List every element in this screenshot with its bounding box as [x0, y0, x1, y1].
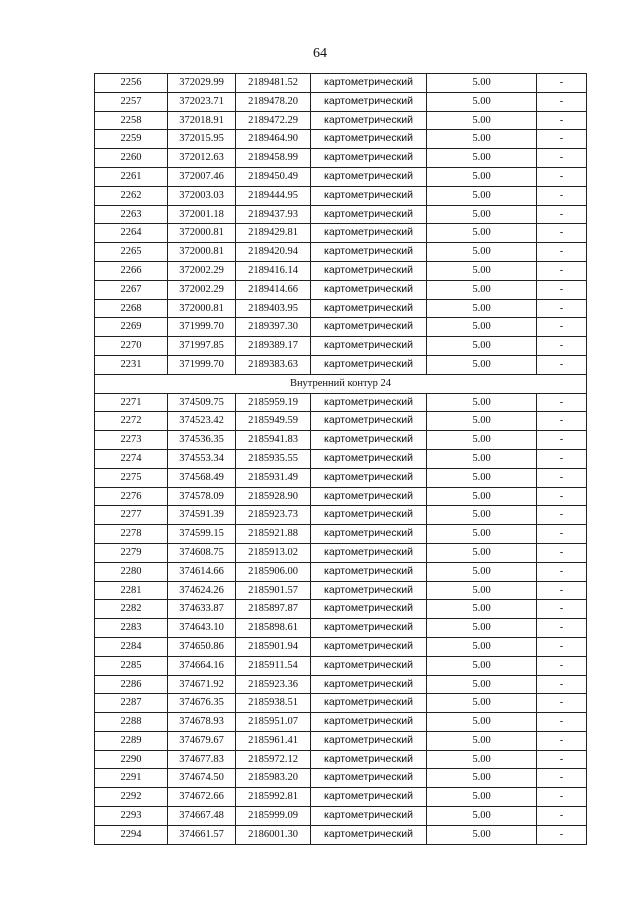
table-row [95, 337, 587, 356]
point-number-cell: 2257 [95, 92, 168, 111]
method-cell: картометрический [311, 337, 427, 356]
point-number-cell: 2290 [95, 750, 168, 769]
description-cell: - [537, 788, 587, 807]
point-number-cell: 2294 [95, 825, 168, 844]
method-cell: картометрический [311, 487, 427, 506]
description-cell: - [537, 111, 587, 130]
error-cell: 5.00 [427, 186, 537, 205]
y-coordinate-cell: 2185897.87 [236, 600, 311, 619]
x-coordinate-cell: 374676.35 [168, 694, 236, 713]
method-cell: картометрический [311, 355, 427, 374]
x-coordinate-cell: 372003.03 [168, 186, 236, 205]
error-cell: 5.00 [427, 807, 537, 826]
y-coordinate-cell: 2189472.29 [236, 111, 311, 130]
method-cell: картометрический [311, 750, 427, 769]
point-number-cell: 2285 [95, 656, 168, 675]
y-coordinate-cell: 2185911.54 [236, 656, 311, 675]
description-cell: - [537, 807, 587, 826]
x-coordinate-cell: 372015.95 [168, 130, 236, 149]
page-number: 64 [313, 46, 327, 61]
point-number-cell: 2278 [95, 525, 168, 544]
point-number-cell: 2276 [95, 487, 168, 506]
method-cell: картометрический [311, 74, 427, 93]
y-coordinate-cell: 2185921.88 [236, 525, 311, 544]
error-cell: 5.00 [427, 205, 537, 224]
y-coordinate-cell: 2189389.17 [236, 337, 311, 356]
table-row [95, 506, 587, 525]
description-cell: - [537, 562, 587, 581]
y-coordinate-cell: 2189403.95 [236, 299, 311, 318]
point-number-cell: 2261 [95, 167, 168, 186]
point-number-cell: 2268 [95, 299, 168, 318]
description-cell: - [537, 543, 587, 562]
y-coordinate-cell: 2185923.73 [236, 506, 311, 525]
table-row [95, 807, 587, 826]
method-cell: картометрический [311, 149, 427, 168]
section-title: Внутренний контур 24 [95, 374, 587, 393]
point-number-cell: 2292 [95, 788, 168, 807]
method-cell: картометрический [311, 807, 427, 826]
method-cell: картометрический [311, 562, 427, 581]
y-coordinate-cell: 2189437.93 [236, 205, 311, 224]
point-number-cell: 2266 [95, 261, 168, 280]
error-cell: 5.00 [427, 111, 537, 130]
x-coordinate-cell: 374677.83 [168, 750, 236, 769]
y-coordinate-cell: 2189414.66 [236, 280, 311, 299]
section-row [95, 374, 587, 393]
error-cell: 5.00 [427, 637, 537, 656]
y-coordinate-cell: 2185961.41 [236, 731, 311, 750]
error-cell: 5.00 [427, 92, 537, 111]
x-coordinate-cell: 374650.86 [168, 637, 236, 656]
description-cell: - [537, 412, 587, 431]
error-cell: 5.00 [427, 600, 537, 619]
description-cell: - [537, 224, 587, 243]
error-cell: 5.00 [427, 431, 537, 450]
error-cell: 5.00 [427, 318, 537, 337]
method-cell: картометрический [311, 299, 427, 318]
y-coordinate-cell: 2189383.63 [236, 355, 311, 374]
error-cell: 5.00 [427, 337, 537, 356]
method-cell: картометрический [311, 581, 427, 600]
method-cell: картометрический [311, 111, 427, 130]
y-coordinate-cell: 2189481.52 [236, 74, 311, 93]
description-cell: - [537, 431, 587, 450]
y-coordinate-cell: 2189458.99 [236, 149, 311, 168]
table-row [95, 167, 587, 186]
table-row [95, 92, 587, 111]
x-coordinate-cell: 374672.66 [168, 788, 236, 807]
y-coordinate-cell: 2185999.09 [236, 807, 311, 826]
coordinates-table [94, 73, 587, 845]
method-cell: картометрический [311, 825, 427, 844]
point-number-cell: 2269 [95, 318, 168, 337]
x-coordinate-cell: 374667.48 [168, 807, 236, 826]
description-cell: - [537, 581, 587, 600]
x-coordinate-cell: 374523.42 [168, 412, 236, 431]
method-cell: картометрический [311, 506, 427, 525]
x-coordinate-cell: 374679.67 [168, 731, 236, 750]
description-cell: - [537, 393, 587, 412]
x-coordinate-cell: 374614.66 [168, 562, 236, 581]
y-coordinate-cell: 2185923.36 [236, 675, 311, 694]
y-coordinate-cell: 2185983.20 [236, 769, 311, 788]
description-cell: - [537, 167, 587, 186]
x-coordinate-cell: 374633.87 [168, 600, 236, 619]
error-cell: 5.00 [427, 619, 537, 638]
point-number-cell: 2291 [95, 769, 168, 788]
description-cell: - [537, 487, 587, 506]
y-coordinate-cell: 2186001.30 [236, 825, 311, 844]
x-coordinate-cell: 374678.93 [168, 713, 236, 732]
table-row [95, 788, 587, 807]
point-number-cell: 2277 [95, 506, 168, 525]
error-cell: 5.00 [427, 769, 537, 788]
table-row [95, 130, 587, 149]
point-number-cell: 2284 [95, 637, 168, 656]
table-row [95, 713, 587, 732]
description-cell: - [537, 92, 587, 111]
x-coordinate-cell: 372000.81 [168, 299, 236, 318]
table-row [95, 637, 587, 656]
error-cell: 5.00 [427, 656, 537, 675]
x-coordinate-cell: 371997.85 [168, 337, 236, 356]
x-coordinate-cell: 374671.92 [168, 675, 236, 694]
error-cell: 5.00 [427, 731, 537, 750]
point-number-cell: 2271 [95, 393, 168, 412]
point-number-cell: 2279 [95, 543, 168, 562]
method-cell: картометрический [311, 525, 427, 544]
error-cell: 5.00 [427, 130, 537, 149]
description-cell: - [537, 713, 587, 732]
method-cell: картометрический [311, 261, 427, 280]
table-row [95, 619, 587, 638]
description-cell: - [537, 694, 587, 713]
error-cell: 5.00 [427, 449, 537, 468]
method-cell: картометрический [311, 449, 427, 468]
method-cell: картометрический [311, 186, 427, 205]
table-row [95, 205, 587, 224]
point-number-cell: 2282 [95, 600, 168, 619]
point-number-cell: 2280 [95, 562, 168, 581]
table-row [95, 543, 587, 562]
method-cell: картометрический [311, 713, 427, 732]
method-cell: картометрический [311, 675, 427, 694]
x-coordinate-cell: 372029.99 [168, 74, 236, 93]
x-coordinate-cell: 372012.63 [168, 149, 236, 168]
error-cell: 5.00 [427, 393, 537, 412]
table-row [95, 449, 587, 468]
description-cell: - [537, 525, 587, 544]
point-number-cell: 2288 [95, 713, 168, 732]
y-coordinate-cell: 2189444.95 [236, 186, 311, 205]
y-coordinate-cell: 2185906.00 [236, 562, 311, 581]
y-coordinate-cell: 2189464.90 [236, 130, 311, 149]
table-row [95, 318, 587, 337]
point-number-cell: 2272 [95, 412, 168, 431]
y-coordinate-cell: 2189450.49 [236, 167, 311, 186]
table-row [95, 468, 587, 487]
method-cell: картометрический [311, 280, 427, 299]
table-row [95, 149, 587, 168]
x-coordinate-cell: 372000.81 [168, 243, 236, 262]
point-number-cell: 2289 [95, 731, 168, 750]
point-number-cell: 2258 [95, 111, 168, 130]
x-coordinate-cell: 371999.70 [168, 318, 236, 337]
point-number-cell: 2262 [95, 186, 168, 205]
y-coordinate-cell: 2185935.55 [236, 449, 311, 468]
y-coordinate-cell: 2189478.20 [236, 92, 311, 111]
error-cell: 5.00 [427, 581, 537, 600]
section-header-body [95, 374, 587, 393]
method-cell: картометрический [311, 619, 427, 638]
method-cell: картометрический [311, 431, 427, 450]
description-cell: - [537, 675, 587, 694]
table-row [95, 224, 587, 243]
table-row [95, 412, 587, 431]
x-coordinate-cell: 372023.71 [168, 92, 236, 111]
table-row [95, 600, 587, 619]
y-coordinate-cell: 2185972.12 [236, 750, 311, 769]
table-row [95, 261, 587, 280]
y-coordinate-cell: 2185938.51 [236, 694, 311, 713]
description-cell: - [537, 750, 587, 769]
error-cell: 5.00 [427, 280, 537, 299]
y-coordinate-cell: 2185959.19 [236, 393, 311, 412]
y-coordinate-cell: 2189429.81 [236, 224, 311, 243]
error-cell: 5.00 [427, 468, 537, 487]
method-cell: картометрический [311, 694, 427, 713]
description-cell: - [537, 186, 587, 205]
x-coordinate-cell: 374591.39 [168, 506, 236, 525]
error-cell: 5.00 [427, 299, 537, 318]
table-row [95, 393, 587, 412]
description-cell: - [537, 656, 587, 675]
description-cell: - [537, 261, 587, 280]
method-cell: картометрический [311, 637, 427, 656]
y-coordinate-cell: 2185931.49 [236, 468, 311, 487]
description-cell: - [537, 74, 587, 93]
description-cell: - [537, 637, 587, 656]
table-row [95, 487, 587, 506]
x-coordinate-cell: 372007.46 [168, 167, 236, 186]
error-cell: 5.00 [427, 487, 537, 506]
description-cell: - [537, 506, 587, 525]
error-cell: 5.00 [427, 355, 537, 374]
point-number-cell: 2273 [95, 431, 168, 450]
description-cell: - [537, 149, 587, 168]
point-number-cell: 2256 [95, 74, 168, 93]
point-number-cell: 2275 [95, 468, 168, 487]
x-coordinate-cell: 374664.16 [168, 656, 236, 675]
method-cell: картометрический [311, 788, 427, 807]
x-coordinate-cell: 374599.15 [168, 525, 236, 544]
point-number-cell: 2264 [95, 224, 168, 243]
description-cell: - [537, 205, 587, 224]
point-number-cell: 2281 [95, 581, 168, 600]
method-cell: картометрический [311, 468, 427, 487]
error-cell: 5.00 [427, 713, 537, 732]
description-cell: - [537, 731, 587, 750]
y-coordinate-cell: 2189420.94 [236, 243, 311, 262]
table-row [95, 525, 587, 544]
y-coordinate-cell: 2185898.61 [236, 619, 311, 638]
method-cell: картометрический [311, 130, 427, 149]
x-coordinate-cell: 374643.10 [168, 619, 236, 638]
x-coordinate-cell: 371999.70 [168, 355, 236, 374]
y-coordinate-cell: 2185901.57 [236, 581, 311, 600]
x-coordinate-cell: 374509.75 [168, 393, 236, 412]
point-number-cell: 2293 [95, 807, 168, 826]
table-row [95, 731, 587, 750]
error-cell: 5.00 [427, 750, 537, 769]
method-cell: картометрический [311, 543, 427, 562]
description-cell: - [537, 318, 587, 337]
method-cell: картометрический [311, 205, 427, 224]
x-coordinate-cell: 372002.29 [168, 280, 236, 299]
point-number-cell: 2259 [95, 130, 168, 149]
error-cell: 5.00 [427, 261, 537, 280]
table-row [95, 280, 587, 299]
x-coordinate-cell: 372018.91 [168, 111, 236, 130]
method-cell: картометрический [311, 224, 427, 243]
method-cell: картометрический [311, 600, 427, 619]
method-cell: картометрический [311, 412, 427, 431]
error-cell: 5.00 [427, 562, 537, 581]
y-coordinate-cell: 2185951.07 [236, 713, 311, 732]
error-cell: 5.00 [427, 675, 537, 694]
table-row [95, 769, 587, 788]
table-row [95, 750, 587, 769]
error-cell: 5.00 [427, 543, 537, 562]
table-row [95, 111, 587, 130]
table-row [95, 675, 587, 694]
error-cell: 5.00 [427, 506, 537, 525]
point-number-cell: 2265 [95, 243, 168, 262]
description-cell: - [537, 130, 587, 149]
method-cell: картометрический [311, 656, 427, 675]
y-coordinate-cell: 2189397.30 [236, 318, 311, 337]
error-cell: 5.00 [427, 149, 537, 168]
y-coordinate-cell: 2185941.83 [236, 431, 311, 450]
table-row [95, 694, 587, 713]
table-row [95, 825, 587, 844]
description-cell: - [537, 280, 587, 299]
method-cell: картометрический [311, 167, 427, 186]
error-cell: 5.00 [427, 74, 537, 93]
point-number-cell: 2267 [95, 280, 168, 299]
table-body-bottom [95, 393, 587, 844]
point-number-cell: 2270 [95, 337, 168, 356]
x-coordinate-cell: 372000.81 [168, 224, 236, 243]
description-cell: - [537, 299, 587, 318]
x-coordinate-cell: 372001.18 [168, 205, 236, 224]
point-number-cell: 2283 [95, 619, 168, 638]
error-cell: 5.00 [427, 167, 537, 186]
point-number-cell: 2274 [95, 449, 168, 468]
y-coordinate-cell: 2185949.59 [236, 412, 311, 431]
point-number-cell: 2286 [95, 675, 168, 694]
y-coordinate-cell: 2189416.14 [236, 261, 311, 280]
method-cell: картометрический [311, 318, 427, 337]
y-coordinate-cell: 2185928.90 [236, 487, 311, 506]
point-number-cell: 2260 [95, 149, 168, 168]
x-coordinate-cell: 374674.50 [168, 769, 236, 788]
description-cell: - [537, 449, 587, 468]
description-cell: - [537, 355, 587, 374]
table-row [95, 656, 587, 675]
method-cell: картометрический [311, 769, 427, 788]
x-coordinate-cell: 374624.26 [168, 581, 236, 600]
table-row [95, 74, 587, 93]
y-coordinate-cell: 2185901.94 [236, 637, 311, 656]
point-number-cell: 2287 [95, 694, 168, 713]
description-cell: - [537, 600, 587, 619]
description-cell: - [537, 825, 587, 844]
error-cell: 5.00 [427, 412, 537, 431]
error-cell: 5.00 [427, 694, 537, 713]
description-cell: - [537, 243, 587, 262]
x-coordinate-cell: 374661.57 [168, 825, 236, 844]
table-row [95, 186, 587, 205]
y-coordinate-cell: 2185913.02 [236, 543, 311, 562]
x-coordinate-cell: 374536.35 [168, 431, 236, 450]
x-coordinate-cell: 374568.49 [168, 468, 236, 487]
x-coordinate-cell: 374608.75 [168, 543, 236, 562]
point-number-cell: 2263 [95, 205, 168, 224]
method-cell: картометрический [311, 731, 427, 750]
x-coordinate-cell: 372002.29 [168, 261, 236, 280]
error-cell: 5.00 [427, 788, 537, 807]
x-coordinate-cell: 374578.09 [168, 487, 236, 506]
description-cell: - [537, 769, 587, 788]
table-row [95, 562, 587, 581]
method-cell: картометрический [311, 393, 427, 412]
description-cell: - [537, 337, 587, 356]
description-cell: - [537, 619, 587, 638]
x-coordinate-cell: 374553.34 [168, 449, 236, 468]
table-row [95, 299, 587, 318]
table-row [95, 355, 587, 374]
description-cell: - [537, 468, 587, 487]
table-row [95, 431, 587, 450]
table-body-top [95, 74, 587, 375]
method-cell: картометрический [311, 243, 427, 262]
point-number-cell: 2231 [95, 355, 168, 374]
y-coordinate-cell: 2185992.81 [236, 788, 311, 807]
table-row [95, 243, 587, 262]
table-row [95, 581, 587, 600]
method-cell: картометрический [311, 92, 427, 111]
error-cell: 5.00 [427, 243, 537, 262]
error-cell: 5.00 [427, 825, 537, 844]
error-cell: 5.00 [427, 224, 537, 243]
error-cell: 5.00 [427, 525, 537, 544]
